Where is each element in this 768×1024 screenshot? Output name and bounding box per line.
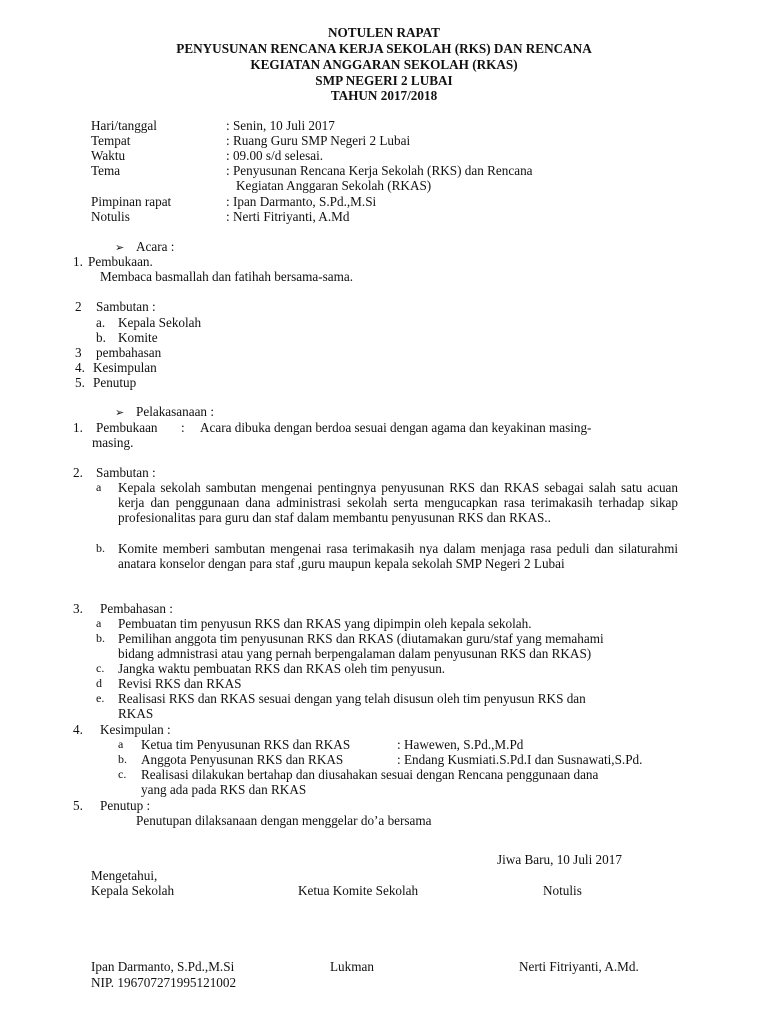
pel-num-4b: b.	[118, 752, 127, 766]
pel-item-4b-value: : Endang Kusmiati.S.Pd.I dan Susnawati,S.Pd.	[397, 752, 643, 767]
pel-item-1-text-cont: masing.	[92, 435, 134, 450]
acara-item-3: pembahasan	[96, 345, 162, 360]
pel-num-3c: c.	[96, 661, 105, 675]
info-label-time: Waktu	[91, 148, 126, 163]
pel-item-3e-cont: RKAS	[118, 706, 154, 721]
doc-school-name: SMP NEGERI 2 LUBAI	[315, 73, 453, 88]
info-label-theme: Tema	[91, 163, 121, 178]
pel-item-4: Kesimpulan :	[100, 722, 171, 737]
pelaksanaan-title: Pelakasanaan :	[136, 404, 214, 419]
info-label-date: Hari/tanggal	[91, 118, 157, 133]
acara-num-1: 1.	[73, 254, 83, 269]
info-value-time: : 09.00 s/d selesai.	[226, 148, 324, 163]
acara-item-4: Kesimpulan	[93, 360, 157, 375]
info-value-place: : Ruang Guru SMP Negeri 2 Lubai	[226, 133, 411, 148]
acara-item-5: Penutup	[93, 375, 137, 390]
sign-name-principal: Ipan Darmanto, S.Pd.,M.Si	[91, 959, 235, 974]
acara-num-5: 5.	[75, 375, 85, 390]
pel-num-5: 5.	[73, 798, 83, 813]
acara-item-2a: Kepala Sekolah	[118, 315, 202, 330]
pel-num-3e: e.	[96, 691, 105, 705]
sign-mengetahui: Mengetahui,	[91, 868, 158, 883]
acara-item-1-sub: Membaca basmallah dan fatihah bersama-sama.	[100, 269, 354, 284]
acara-item-2: Sambutan :	[96, 299, 156, 314]
pel-num-3b: b.	[96, 631, 105, 645]
pel-item-1-text: Acara dibuka dengan berdoa sesuai dengan agama dan keyakinan masing-	[200, 420, 592, 435]
pel-item-4a-label: Ketua tim Penyusunan RKS dan RKAS	[141, 737, 351, 752]
pel-num-4c: c.	[118, 767, 127, 781]
pel-item-2b: Komite memberi sambutan mengenai rasa terimakasih nya dalam menjaga rasa peduli dan silaturahmi anatara konselor dengan para staf ,guru maupun kepala sekolah SMP Negeri 2 Lubai	[118, 541, 678, 571]
info-label-notulis: Notulis	[91, 209, 130, 224]
doc-subtitle-line1: PENYUSUNAN RENCANA KERJA SEKOLAH (RKS) DAN RENCANA	[176, 41, 592, 56]
pel-num-3a: a	[96, 616, 102, 630]
pel-num-4a: a	[118, 737, 124, 751]
doc-year: TAHUN 2017/2018	[330, 88, 438, 103]
pel-item-1-label: Pembukaan	[96, 420, 158, 435]
pel-num-4: 4.	[73, 722, 83, 737]
pel-num-3d: d	[96, 676, 102, 690]
pel-item-2: Sambutan :	[96, 465, 156, 480]
info-value-notulis: : Nerti Fitriyanti, A.Md	[226, 209, 350, 224]
pel-item-1-colon: :	[181, 420, 185, 435]
acara-num-2: 2	[75, 299, 82, 314]
arrow-bullet-icon: ➢	[115, 406, 125, 419]
sign-name-notulis: Nerti Fitriyanti, A.Md.	[519, 959, 639, 974]
pel-item-5: Penutup :	[100, 798, 151, 813]
pel-item-5-sub: Penutupan dilaksanaan dengan menggelar do’a bersama	[136, 813, 432, 828]
acara-num-2a: a.	[96, 315, 106, 330]
sign-role-notulis: Notulis	[543, 883, 582, 898]
sign-nip: NIP. 196707271995121002	[91, 975, 237, 990]
info-value-theme-cont: Kegiatan Anggaran Sekolah (RKAS)	[236, 178, 432, 193]
pel-item-4b-label: Anggota Penyusunan RKS dan RKAS	[141, 752, 344, 767]
info-label-place: Tempat	[91, 133, 131, 148]
pel-item-3d: Revisi RKS dan RKAS	[118, 676, 242, 691]
pel-item-4c-cont: yang ada pada RKS dan RKAS	[141, 782, 307, 797]
pel-num-2b: b.	[96, 541, 105, 555]
acara-item-2b: Komite	[118, 330, 158, 345]
sign-role-principal: Kepala Sekolah	[91, 883, 175, 898]
pel-item-3: Pembahasan :	[100, 601, 173, 616]
acara-num-2b: b.	[96, 330, 106, 345]
info-label-leader: Pimpinan rapat	[91, 194, 172, 209]
pel-num-2a: a	[96, 480, 102, 494]
doc-subtitle-line2: KEGIATAN ANGGARAN SEKOLAH (RKAS)	[250, 57, 518, 72]
info-value-leader: : Ipan Darmanto, S.Pd.,M.Si	[226, 194, 377, 209]
acara-item-1: Pembukaan.	[88, 254, 153, 269]
info-value-date: : Senin, 10 Juli 2017	[226, 118, 335, 133]
pel-item-2a: Kepala sekolah sambutan mengenai pentingnya penyusunan RKS dan RKAS sebagai salah satu acuan kerja dan penggunaan dana administrasi sekolah serta mengucapkan rasa terimakasih terhadap sikap profesionalitas para guru dan staf dalam membantu penyusunan RKS dan RKAS..	[118, 480, 678, 525]
pel-item-3c: Jangka waktu pembuatan RKS dan RKAS oleh tim penyusun.	[118, 661, 446, 676]
pel-item-4a-value: : Hawewen, S.Pd.,M.Pd	[397, 737, 524, 752]
arrow-bullet-icon: ➢	[115, 241, 125, 254]
sign-place-date: Jiwa Baru, 10 Juli 2017	[497, 852, 622, 867]
info-value-theme: : Penyusunan Rencana Kerja Sekolah (RKS) dan Rencana	[226, 163, 533, 178]
pel-item-3b-cont: bidang admnistrasi atau yang pernah berpengalaman dalam penyusunan RKS dan RKAS)	[118, 646, 592, 661]
pel-item-3a: Pembuatan tim penyusun RKS dan RKAS yang dipimpin oleh kepala sekolah.	[118, 616, 532, 631]
pel-item-4c: Realisasi dilakukan bertahap dan diusahakan sesuai dengan Rencana penggunaan dana	[141, 767, 599, 782]
pel-item-3b: Pemilihan anggota tim penyusunan RKS dan RKAS (diutamakan guru/staf yang memahami	[118, 631, 604, 646]
acara-num-3: 3	[75, 345, 82, 360]
acara-title: Acara :	[136, 239, 175, 254]
pel-num-2: 2.	[73, 465, 83, 480]
pel-item-3e: Realisasi RKS dan RKAS sesuai dengan yang telah disusun oleh tim penyusun RKS dan	[118, 691, 586, 706]
pel-num-1: 1.	[73, 420, 83, 435]
doc-title: NOTULEN RAPAT	[328, 25, 440, 40]
sign-name-committee: Lukman	[330, 959, 374, 974]
sign-role-committee: Ketua Komite Sekolah	[298, 883, 419, 898]
acara-num-4: 4.	[75, 360, 85, 375]
pel-num-3: 3.	[73, 601, 83, 616]
